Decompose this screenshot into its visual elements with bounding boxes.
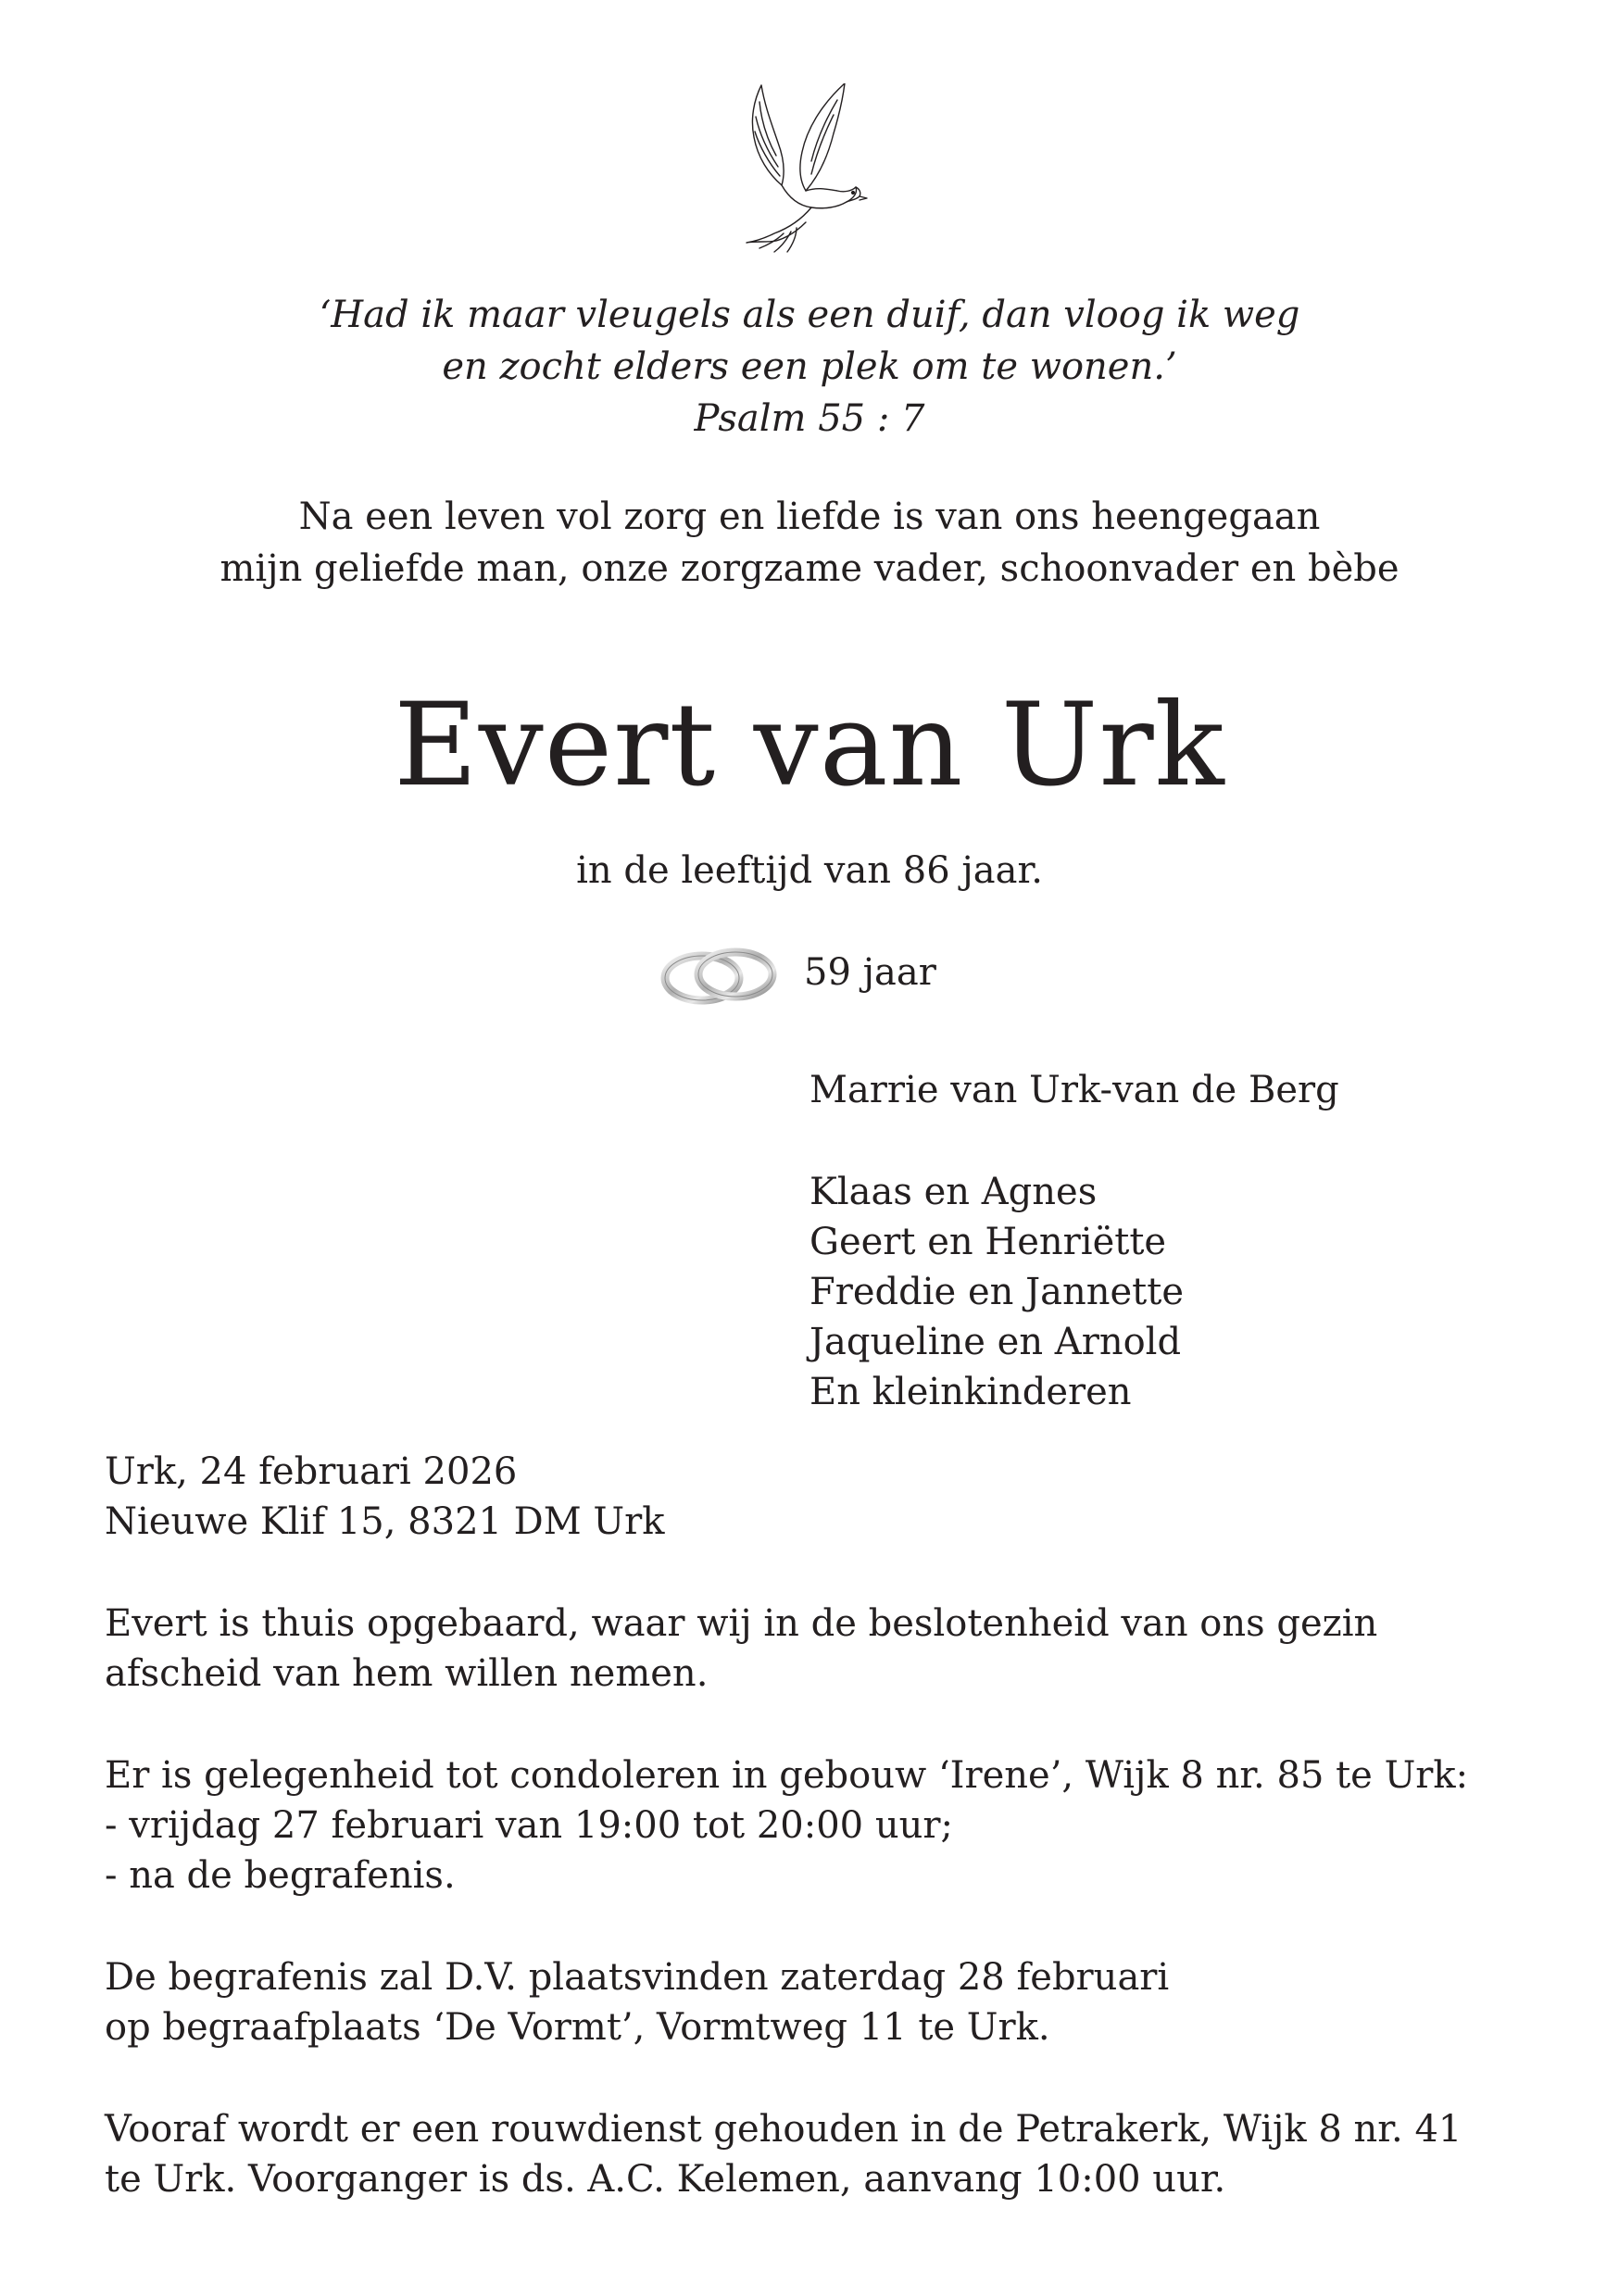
deceased-name: Evert van Urk (394, 679, 1225, 812)
dove-icon (741, 83, 871, 255)
wedding-rings-icon (659, 937, 780, 1011)
child-entry: Geert en Henriëtte (810, 1221, 1167, 1263)
age-text: in de leeftijd van 86 jaar. (576, 849, 1043, 892)
child-entry: Freddie en Jannette (810, 1271, 1184, 1313)
verse-line-2: en zocht elders een plek om te wonen.’ (442, 345, 1177, 388)
address-line: Nieuwe Klif 15, 8321 DM Urk (105, 1500, 665, 1543)
spouse-name: Marrie van Urk-van de Berg (810, 1069, 1339, 1111)
condolence-paragraph (105, 1750, 1550, 1901)
child-entry: Jaqueline en Arnold (810, 1321, 1182, 1363)
married-years: 59 jaar (804, 951, 936, 994)
verse-line-1: ‘Had ik maar vleugels als een duif, dan vloog ik weg (319, 294, 1300, 336)
details-section (105, 1447, 1550, 2256)
family-list (810, 1065, 1339, 1417)
place-date-line-1: Urk, 24 februari 2026 (105, 1450, 518, 1493)
funeral-paragraph (105, 1952, 1550, 2052)
laid-out-line-1: Evert is thuis opgebaard, waar wij in de beslotenheid van ons gezin (105, 1602, 1378, 1645)
condolence-line-2: - vrijdag 27 februari van 19:00 tot 20:00 uur; (105, 1804, 953, 1847)
laid-out-line-2: afscheid van hem willen nemen. (105, 1652, 709, 1695)
funeral-line-2: op begraafplaats ‘De Vormt’, Vormtweg 11 te Urk. (105, 2006, 1050, 2049)
intro-line-2: mijn geliefde man, onze zorgzame vader, schoonvader en bèbe (220, 547, 1399, 590)
condolence-line-1: Er is gelegenheid tot condoleren in gebouw ‘Irene’, Wijk 8 nr. 85 te Urk: (105, 1754, 1469, 1797)
bible-verse (0, 289, 1619, 445)
intro-line-1: Na een leven vol zorg en liefde is van ons heengegaan (298, 496, 1321, 538)
laid-out-paragraph (105, 1599, 1550, 1699)
funeral-line-1: De begrafenis zal D.V. plaatsvinden zaterdag 28 februari (105, 1956, 1170, 1999)
service-line-2: te Urk. Voorganger is ds. A.C. Kelemen, aanvang 10:00 uur. (105, 2158, 1226, 2201)
place-date (105, 1447, 1550, 1547)
child-entry: Klaas en Agnes (810, 1171, 1098, 1213)
condolence-line-3: - na de begrafenis. (105, 1854, 456, 1897)
service-line-1: Vooraf wordt er een rouwdienst gehouden in de Petrakerk, Wijk 8 nr. 41 (105, 2108, 1462, 2151)
child-entry: En kleinkinderen (810, 1371, 1132, 1413)
intro-text (0, 491, 1619, 595)
verse-reference: Psalm 55 : 7 (694, 397, 925, 440)
service-paragraph (105, 2104, 1550, 2204)
